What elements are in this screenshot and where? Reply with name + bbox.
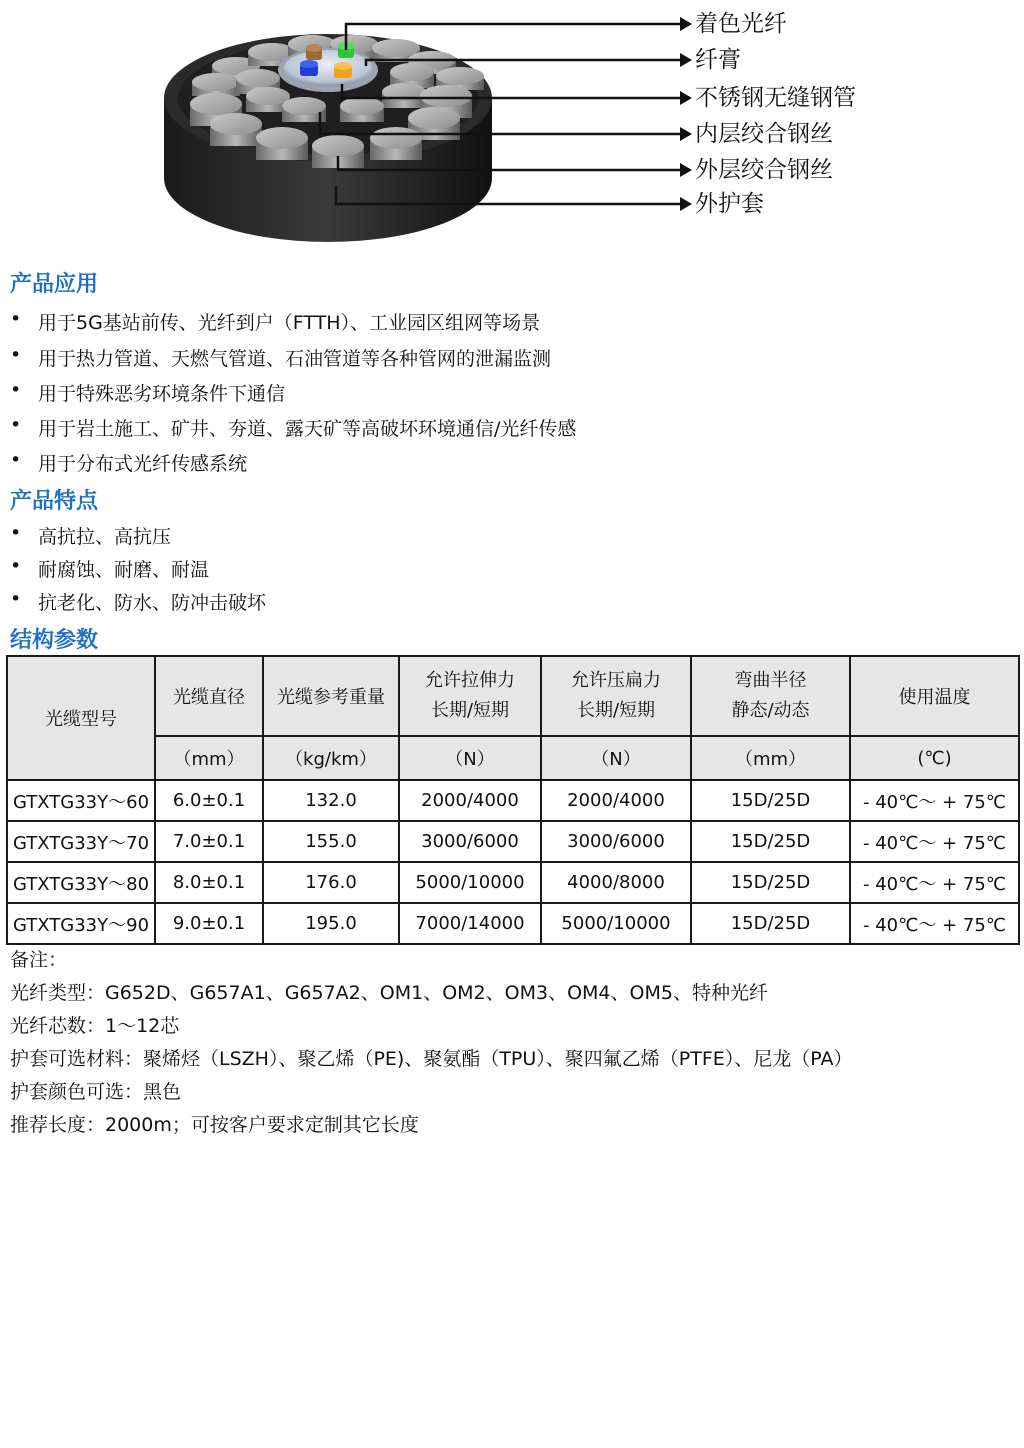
spec-heading: 结构参数 [10,628,99,653]
cell-temperature: - 40℃～ + 75℃ [850,903,1019,944]
application-heading: 产品应用 [10,272,99,297]
bullet-icon: • [10,522,22,544]
callout-outer-steel-wire: 外层绞合钢丝 [695,157,833,183]
cable-cross-section-diagram [0,0,1024,250]
cell-weight: 155.0 [263,821,399,862]
cell-crush: 3000/6000 [541,821,691,862]
note-fiber-type: 光纤类型：G652D、G657A1、G657A2、OM1、OM2、OM3、OM4、OM5、特种光纤 [10,982,768,1004]
cell-crush: 4000/8000 [541,862,691,903]
note-jacket-material: 护套可选材料：聚烯烃（LSZH）、聚乙烯（PE)、聚氨酯（TPU）、聚四氟乙烯（PTFE）、尼龙（PA） [10,1048,853,1070]
table-row [7,862,1019,903]
unit-temperature: (℃) [850,736,1019,780]
features-list [10,522,266,621]
callout-stainless-tube: 不锈钢无缝钢管 [695,85,856,111]
cell-diameter: 9.0±0.1 [155,903,263,944]
list-item: • 高抗拉、高抗压 [10,522,172,548]
table-unit-row [7,736,1019,780]
list-item: • 抗老化、防水、防冲击破坏 [10,588,267,614]
unit-tensile: （N） [399,736,541,780]
unit-crush: （N） [541,736,691,780]
list-item: • 用于5G基站前传、光纤到户（FTTH）、工业园区组网等场景 [10,308,541,334]
cell-bend: 15D/25D [691,821,850,862]
header-diameter: 光缆直径 [155,656,263,736]
notes-block [10,946,853,1144]
header-weight: 光缆参考重量 [263,656,399,736]
features-heading: 产品特点 [10,489,99,514]
cell-diameter: 8.0±0.1 [155,862,263,903]
cell-diameter: 6.0±0.1 [155,780,263,821]
cell-model: GTXTG33Y～70 [7,821,155,862]
bullet-icon: • [10,449,22,471]
table-row [7,903,1019,944]
list-item: • 耐腐蚀、耐磨、耐温 [10,555,210,581]
cell-diameter: 7.0±0.1 [155,821,263,862]
list-item: • 用于热力管道、天燃气管道、石油管道等各种管网的泄漏监测 [10,344,552,370]
cell-bend: 15D/25D [691,862,850,903]
table-header-row [7,656,1019,736]
cell-model: GTXTG33Y～80 [7,862,155,903]
bullet-icon: • [10,555,22,577]
bullet-icon: • [10,308,22,330]
bullet-icon: • [10,344,22,366]
cell-tensile: 2000/4000 [399,780,541,821]
header-bend: 弯曲半径 静态/动态 [691,656,850,736]
unit-diameter: （mm） [155,736,263,780]
list-item: • 用于分布式光纤传感系统 [10,449,248,475]
note-recommended-length: 推荐长度：2000m；可按客户要求定制其它长度 [10,1114,419,1136]
bullet-icon: • [10,379,22,401]
bullet-icon: • [10,588,22,610]
cell-temperature: - 40℃～ + 75℃ [850,862,1019,903]
header-tensile: 允许拉伸力 长期/短期 [399,656,541,736]
spec-table [6,655,1020,945]
note-fiber-count: 光纤芯数：1～12芯 [10,1015,180,1037]
header-model: 光缆型号 [7,656,155,780]
note-jacket-color: 护套颜色可选：黑色 [10,1081,182,1103]
unit-weight: （kg/km） [263,736,399,780]
callout-arrowheads [680,17,692,211]
cell-model: GTXTG33Y～60 [7,780,155,821]
list-item: • 用于特殊恶劣环境条件下通信 [10,379,286,405]
header-temperature: 使用温度 [850,656,1019,736]
table-row [7,821,1019,862]
table-row [7,780,1019,821]
cell-weight: 176.0 [263,862,399,903]
cell-weight: 132.0 [263,780,399,821]
header-crush: 允许压扁力 长期/短期 [541,656,691,736]
list-item: • 用于岩土施工、矿井、夯道、露天矿等高破坏环境通信/光纤传感 [10,414,577,440]
cell-bend: 15D/25D [691,780,850,821]
notes-label: 备注： [10,949,68,971]
cell-bend: 15D/25D [691,903,850,944]
unit-bend: （mm） [691,736,850,780]
cell-temperature: - 40℃～ + 75℃ [850,780,1019,821]
cell-weight: 195.0 [263,903,399,944]
callout-fiber-gel: 纤膏 [695,47,741,73]
bullet-icon: • [10,414,22,436]
callout-inner-steel-wire: 内层绞合钢丝 [695,121,833,147]
application-list [10,308,576,484]
cell-crush: 5000/10000 [541,903,691,944]
cell-tensile: 7000/14000 [399,903,541,944]
callout-outer-jacket: 外护套 [695,191,764,217]
cell-tensile: 3000/6000 [399,821,541,862]
callout-colored-fiber: 着色光纤 [695,11,787,37]
cell-model: GTXTG33Y～90 [7,903,155,944]
cell-tensile: 5000/10000 [399,862,541,903]
cell-crush: 2000/4000 [541,780,691,821]
cell-temperature: - 40℃～ + 75℃ [850,821,1019,862]
